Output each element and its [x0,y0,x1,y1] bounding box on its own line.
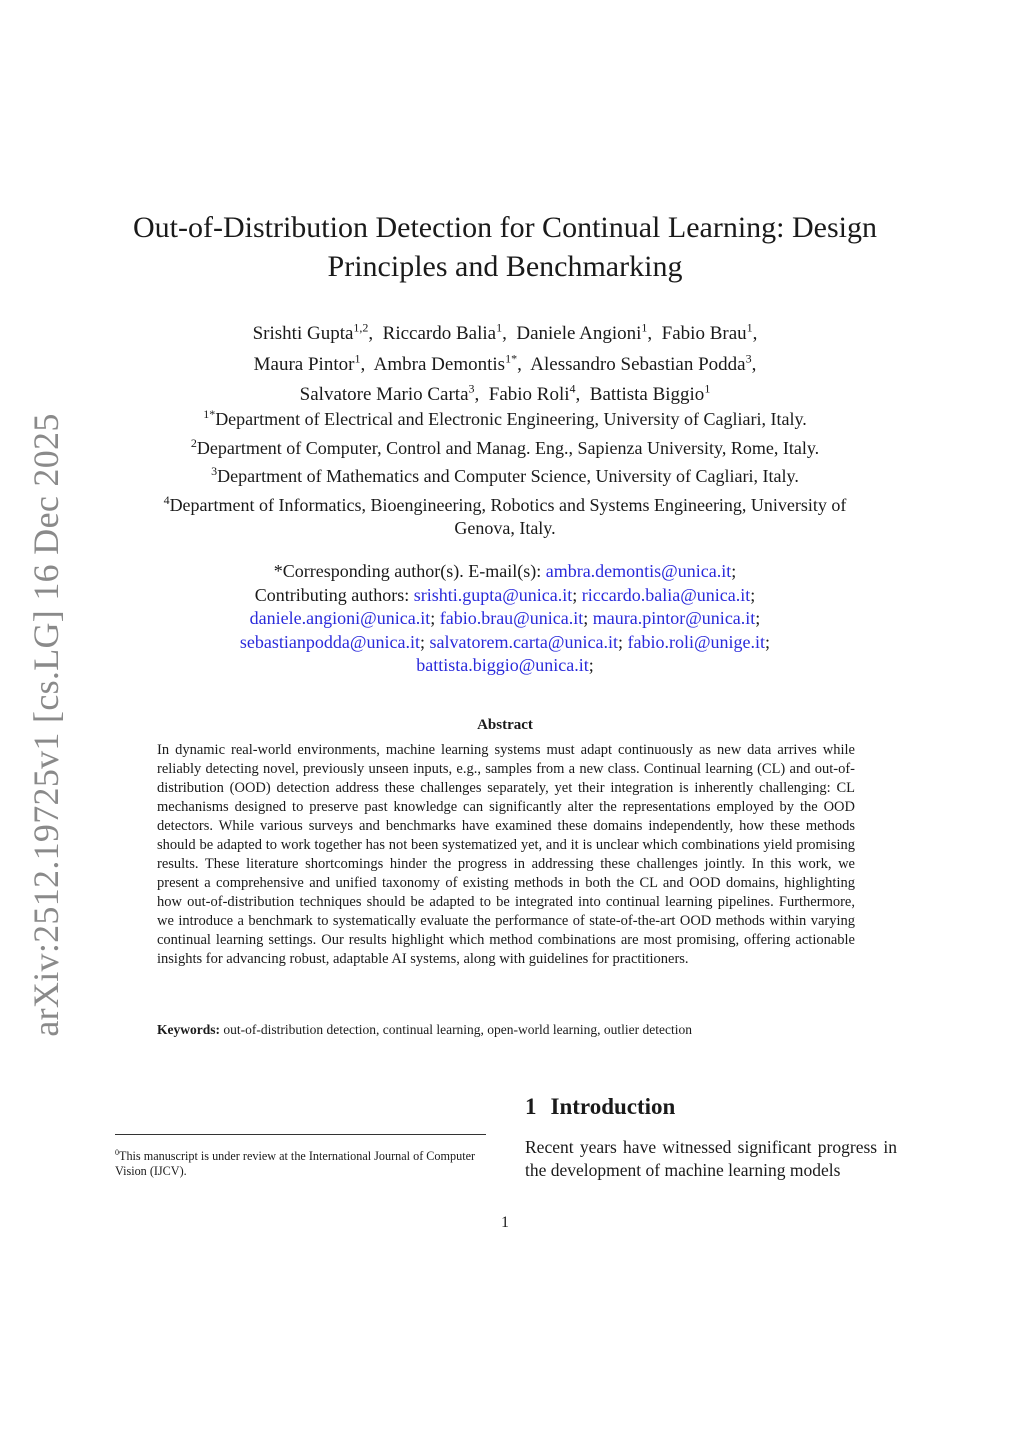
email-link[interactable]: maura.pintor@unica.it [592,608,756,628]
keywords [157,1021,855,1039]
author: Maura Pintor$^1$, [253,351,366,375]
author-affiliation-mark: 1 [641,321,648,335]
email-link[interactable]: sebastianpodda@unica.it [239,631,420,652]
email-link[interactable]: srishti.gupta@unica.it [413,584,573,605]
section-title: Introduction [550,1094,676,1119]
keywords-text: out-of-distribution detection, continual learning, open-world learning, outlier detection [223,1022,692,1037]
keywords-label: Keywords: [157,1022,220,1037]
author-name: Fabio Brau [661,323,747,345]
affiliation-text: Department of Mathematics and Computer Science, University of Cagliari, Italy. [217,466,799,486]
author-affiliation-mark: 1 [354,351,361,366]
author-name: Daniele Angioni [516,323,642,345]
email-link[interactable]: battista.biggio@unica.it [416,655,589,675]
contact-block: *Corresponding author(s). E-mail(s): ambra.demontis@unica.it; Contributing authors: srishti.gupta@unica.it; riccardo.balia@unica.it; daniele.angioni@unica.it; fabio.brau@unica.it; maura.pintor@unica.it; sebastianpodda@unica.it; salvatorem.carta@unica.it; fabio.roli@unige.it; battista.biggio@unica.it; [239,561,771,675]
affiliation-mark: 4 [163,492,170,507]
author-name: Maura Pintor [253,353,355,375]
section-heading [525,1094,675,1120]
author: Ambra Demontis$^{1*}$, [373,351,522,375]
author-name: Salvatore Mario Carta [299,383,469,405]
affiliation-text: Department of Informatics, Bioengineering, Robotics and Systems Engineering, University of Genova, Italy. [169,494,847,538]
author [589,381,711,405]
author: Srishti Gupta$^{1,2}$, [252,321,374,345]
email-link[interactable]: ambra.demontis@unica.it [545,561,732,581]
affiliation-mark: 3 [211,464,218,478]
author: Fabio Brau$^1$, [661,321,758,345]
author-affiliation-mark: 1 [746,321,753,335]
corresponding-label: *Corresponding author(s). E-mail(s): [273,561,542,581]
email-link[interactable]: fabio.brau@unica.it [439,608,584,628]
section-body-text: Recent years have witnessed significant progress in the development of machine learning models [525,1137,897,1180]
email-link[interactable]: daniele.angioni@unica.it [249,608,431,628]
contributing-label: Contributing authors: [254,584,410,605]
footnote-divider [115,1134,486,1135]
section-number: 1 [525,1094,537,1119]
affiliation-mark: 1* [203,407,216,421]
affiliation-text: Department of Computer, Control and Manag. Eng., Sapienza University, Rome, Italy. [196,437,820,458]
abstract-text: In dynamic real-world environments, machine learning systems must adapt continuously as new data arrives while reliably detecting novel, previously unseen inputs, e.g., samples from a new class. Continual learning (CL) and out-of-distribution (OOD) detection address these challenges separately, yet their integration is inherently challenging: CL mechanisms designed to preserve past knowledge can significantly alter the representations employed by the OOD detectors. While various surveys and benchmarks have examined these domains independently, how these methods should be adapted to work together has not been systematized yet, and it is unclear which combinations yield promising results. These literature shortcomings hinder the progress in addressing these challenges jointly. In this work, we present a comprehensive and unified taxonomy of existing methods in both the CL and OOD domains, highlighting how out-of-distribution techniques should be adapted to be integrated into continual learning pipelines. Furthermore, we introduce a benchmark to systematically evaluate the performance of state-of-the-art OOD methods within varying continual learning settings. Our results highlight which method combinations are most promising, offering actionable insights for advancing robust, adaptable AI systems, along with guidelines for practitioners. [157,742,855,967]
author-name: Srishti Gupta [252,323,354,345]
author-affiliation-mark: 4 [569,381,576,396]
affiliation [100,489,910,541]
author: Daniele Angioni$^1$, [516,321,653,345]
author-name: Ambra Demontis [373,353,506,375]
affiliation-mark: 2 [190,435,197,450]
author-name: Alessandro Sebastian Podda [530,353,746,375]
affiliation [100,432,910,461]
author: Fabio Roli$^4$, [488,381,581,405]
affiliation-text: Department of Electrical and Electronic Engineering, University of Cagliari, Italy. [215,409,807,429]
author-affiliation-mark: 1 [496,321,503,335]
affiliation [100,403,910,432]
author-name: Battista Biggio [589,383,705,405]
author-affiliation-mark: 1* [505,351,518,366]
author-name: Riccardo Balia [382,323,497,345]
email-link[interactable]: riccardo.balia@unica.it [581,584,751,605]
author: Riccardo Balia$^1$, [382,321,507,345]
footnote-mark: 0 [115,1148,119,1157]
email-link[interactable]: fabio.roli@unige.it [627,631,766,652]
author: Salvatore Mario Carta$^3$, [299,381,480,405]
author-list [100,316,910,407]
affiliation-list [100,403,910,541]
paper-title: Out-of-Distribution Detection for Continual Learning: Design Principles and Benchmarking [132,211,877,283]
author-name: Fabio Roli [488,383,570,405]
author-affiliation-mark: 1 [704,381,711,396]
author-affiliation-mark: 3 [745,351,752,366]
author-affiliation-mark: 3 [468,381,475,396]
footnote [115,1145,487,1179]
arxiv-identifier-stamp: arXiv:2512.19725v1 [cs.LG] 16 Dec 2025 [26,413,66,1037]
affiliation [100,460,910,489]
abstract-heading: Abstract [477,717,533,733]
author: Alessandro Sebastian Podda$^3$, [530,351,757,375]
email-link[interactable]: salvatorem.carta@unica.it [429,631,618,652]
footnote-text: This manuscript is under review at the International Journal of Computer Vision (IJCV). [115,1149,476,1179]
author-affiliation-mark: 1,2 [353,321,369,335]
page-number: 1 [501,1214,509,1231]
